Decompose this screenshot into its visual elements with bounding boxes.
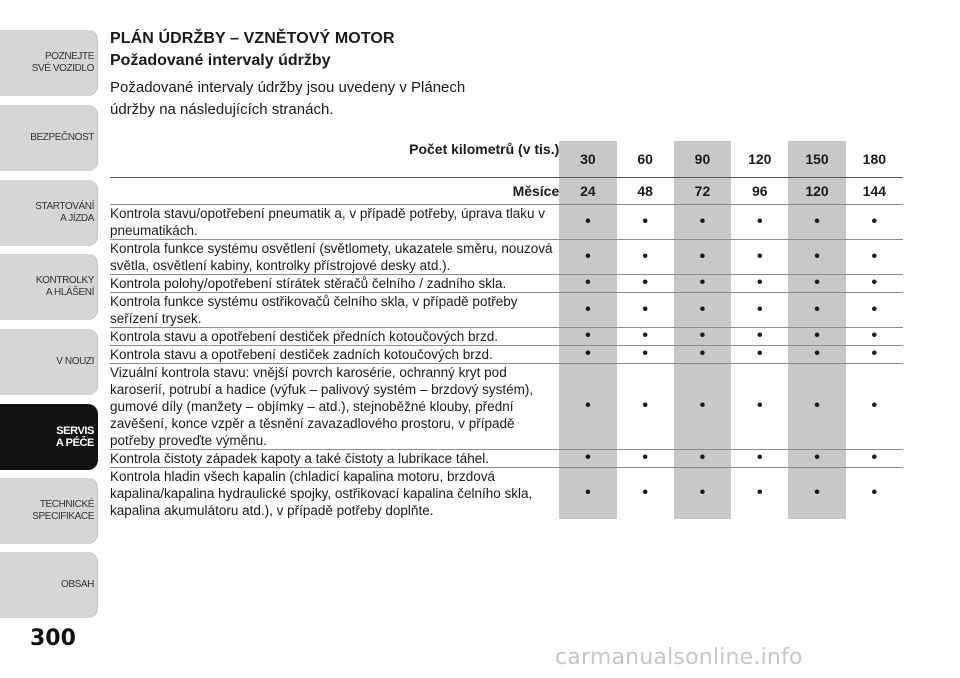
- task-description: Kontrola čistoty západek kapoty a také čistoty a lubrikace táhel.: [110, 449, 559, 467]
- section-subtitle: Požadované intervaly údržby: [110, 52, 331, 69]
- months-value: 72: [674, 177, 731, 204]
- interval-mark: •: [559, 327, 616, 345]
- interval-mark: •: [559, 345, 616, 363]
- table-row: [110, 292, 903, 327]
- months-value: 120: [788, 177, 845, 204]
- interval-mark: •: [617, 345, 674, 363]
- table-row: [110, 327, 903, 345]
- interval-mark: •: [846, 239, 903, 274]
- interval-mark: •: [731, 204, 788, 239]
- interval-mark: •: [846, 327, 903, 345]
- kilometers-header-row: [110, 141, 903, 177]
- interval-mark: •: [788, 467, 845, 519]
- table-row: [110, 345, 903, 363]
- sidebar-tab[interactable]: [0, 478, 98, 544]
- task-description: Vizuální kontrola stavu: vnější povrch karosérie, ochranný kryt pod karoserií, potrubí a hadice (výfuk – palivový systém – brzdový systém), gumové díly (manžety – objímky – atd.), stejnoběžné klouby, přední zavěšení, konce vzpěr a těsnění zavazadlového prostoru, v případě potřeby proveďte výměnu.: [110, 363, 559, 449]
- task-description: Kontrola stavu/opotřebení pneumatik a, v případě potřeby, úprava tlaku v pneumatikách.: [110, 204, 559, 239]
- interval-mark: •: [788, 204, 845, 239]
- interval-mark: •: [846, 363, 903, 449]
- interval-mark: •: [846, 449, 903, 467]
- interval-mark: •: [674, 363, 731, 449]
- sidebar-tab-label: V NOUZI: [56, 356, 94, 367]
- interval-mark: •: [731, 467, 788, 519]
- interval-mark: •: [674, 274, 731, 292]
- months-value: 96: [731, 177, 788, 204]
- interval-mark: •: [731, 292, 788, 327]
- task-description: Kontrola hladin všech kapalin (chladicí kapalina motoru, brzdová kapalina/kapalina hydraulické spojky, ostřikovací kapalina čelního skla, kapalina akumulátoru atd.), v případě potřeby doplňte.: [110, 467, 559, 519]
- interval-mark: •: [617, 327, 674, 345]
- task-description: Kontrola funkce systému ostřikovačů čelního skla, v případě potřeby seřízení trysek.: [110, 292, 559, 327]
- interval-mark: •: [559, 449, 616, 467]
- interval-mark: •: [674, 467, 731, 519]
- interval-mark: •: [617, 449, 674, 467]
- maintenance-schedule-table: [110, 141, 903, 519]
- table-row: [110, 363, 903, 449]
- sidebar-tab-label: POZNEJTE SVÉ VOZIDLO: [31, 51, 94, 74]
- sidebar-tab-label: TECHNICKÉ SPECIFIKACE: [32, 499, 94, 522]
- months-value: 144: [846, 177, 903, 204]
- interval-mark: •: [674, 292, 731, 327]
- table-row: [110, 204, 903, 239]
- sidebar-tab-label: BEZPEČNOST: [30, 132, 94, 143]
- interval-mark: •: [846, 292, 903, 327]
- table-row: [110, 239, 903, 274]
- task-description: Kontrola stavu a opotřebení destiček předních kotoučových brzd.: [110, 327, 559, 345]
- intro-paragraph: Požadované intervaly údržby jsou uvedeny v Plánech údržby na následujících stranách.: [110, 79, 466, 118]
- sidebar-tab-label: STARTOVÁNÍ A JÍZDA: [35, 201, 94, 224]
- interval-mark: •: [846, 467, 903, 519]
- interval-mark: •: [674, 239, 731, 274]
- months-header-row: [110, 177, 903, 204]
- sidebar-tab[interactable]: [0, 329, 98, 395]
- interval-mark: •: [559, 292, 616, 327]
- interval-mark: •: [617, 292, 674, 327]
- kilometers-value: 30: [559, 141, 616, 177]
- kilometers-value: 120: [731, 141, 788, 177]
- sidebar-tab-label: SERVIS A PÉČE: [55, 425, 94, 449]
- interval-mark: •: [846, 345, 903, 363]
- interval-mark: •: [731, 327, 788, 345]
- kilometers-label: Počet kilometrů (v tis.): [409, 141, 560, 157]
- interval-mark: •: [559, 363, 616, 449]
- interval-mark: •: [846, 274, 903, 292]
- kilometers-value: 150: [788, 141, 845, 177]
- interval-mark: •: [559, 274, 616, 292]
- interval-mark: •: [788, 274, 845, 292]
- interval-mark: •: [617, 239, 674, 274]
- interval-mark: •: [731, 345, 788, 363]
- interval-mark: •: [788, 292, 845, 327]
- interval-mark: •: [731, 274, 788, 292]
- interval-mark: •: [731, 363, 788, 449]
- sidebar-tab-label: OBSAH: [60, 579, 94, 590]
- task-description: Kontrola stavu a opotřebení destiček zadních kotoučových brzd.: [110, 345, 559, 363]
- interval-mark: •: [846, 204, 903, 239]
- kilometers-value: 60: [617, 141, 674, 177]
- sidebar-tab[interactable]: [0, 404, 98, 470]
- interval-mark: •: [731, 239, 788, 274]
- sidebar-tab[interactable]: [0, 180, 98, 246]
- interval-mark: •: [617, 363, 674, 449]
- sidebar-tab[interactable]: [0, 254, 98, 320]
- interval-mark: •: [559, 467, 616, 519]
- interval-mark: •: [788, 345, 845, 363]
- table-row: [110, 467, 903, 519]
- sidebar-tab[interactable]: [0, 552, 98, 618]
- interval-mark: •: [674, 345, 731, 363]
- kilometers-value: 180: [846, 141, 903, 177]
- interval-mark: •: [559, 204, 616, 239]
- watermark: carmanualsonline.info: [555, 645, 803, 670]
- task-description: Kontrola funkce systému osvětlení (světlomety, ukazatele směru, nouzová světla, osvětlení kabiny, kontrolky přístrojové desky atd.).: [110, 239, 559, 274]
- sidebar-tab-label: KONTROLKY A HLÁŠENÍ: [35, 275, 94, 298]
- page-number: 300: [30, 626, 76, 651]
- interval-mark: •: [559, 239, 616, 274]
- interval-mark: •: [788, 327, 845, 345]
- page-title: PLÁN ÚDRŽBY – VZNĚTOVÝ MOTOR: [110, 30, 395, 47]
- months-value: 48: [617, 177, 674, 204]
- interval-mark: •: [617, 204, 674, 239]
- interval-mark: •: [674, 204, 731, 239]
- months-label: Měsíce: [110, 177, 559, 204]
- interval-mark: •: [674, 449, 731, 467]
- interval-mark: •: [788, 239, 845, 274]
- interval-mark: •: [617, 274, 674, 292]
- sidebar-tab[interactable]: [0, 30, 98, 96]
- interval-mark: •: [731, 449, 788, 467]
- months-value: 24: [559, 177, 616, 204]
- table-row: [110, 449, 903, 467]
- kilometers-value: 90: [674, 141, 731, 177]
- table-row: [110, 274, 903, 292]
- task-description: Kontrola polohy/opotřebení stírátek stěračů čelního / zadního skla.: [110, 274, 559, 292]
- interval-mark: •: [788, 363, 845, 449]
- interval-mark: •: [617, 467, 674, 519]
- interval-mark: •: [788, 449, 845, 467]
- sidebar-tab[interactable]: [0, 105, 98, 171]
- interval-mark: •: [674, 327, 731, 345]
